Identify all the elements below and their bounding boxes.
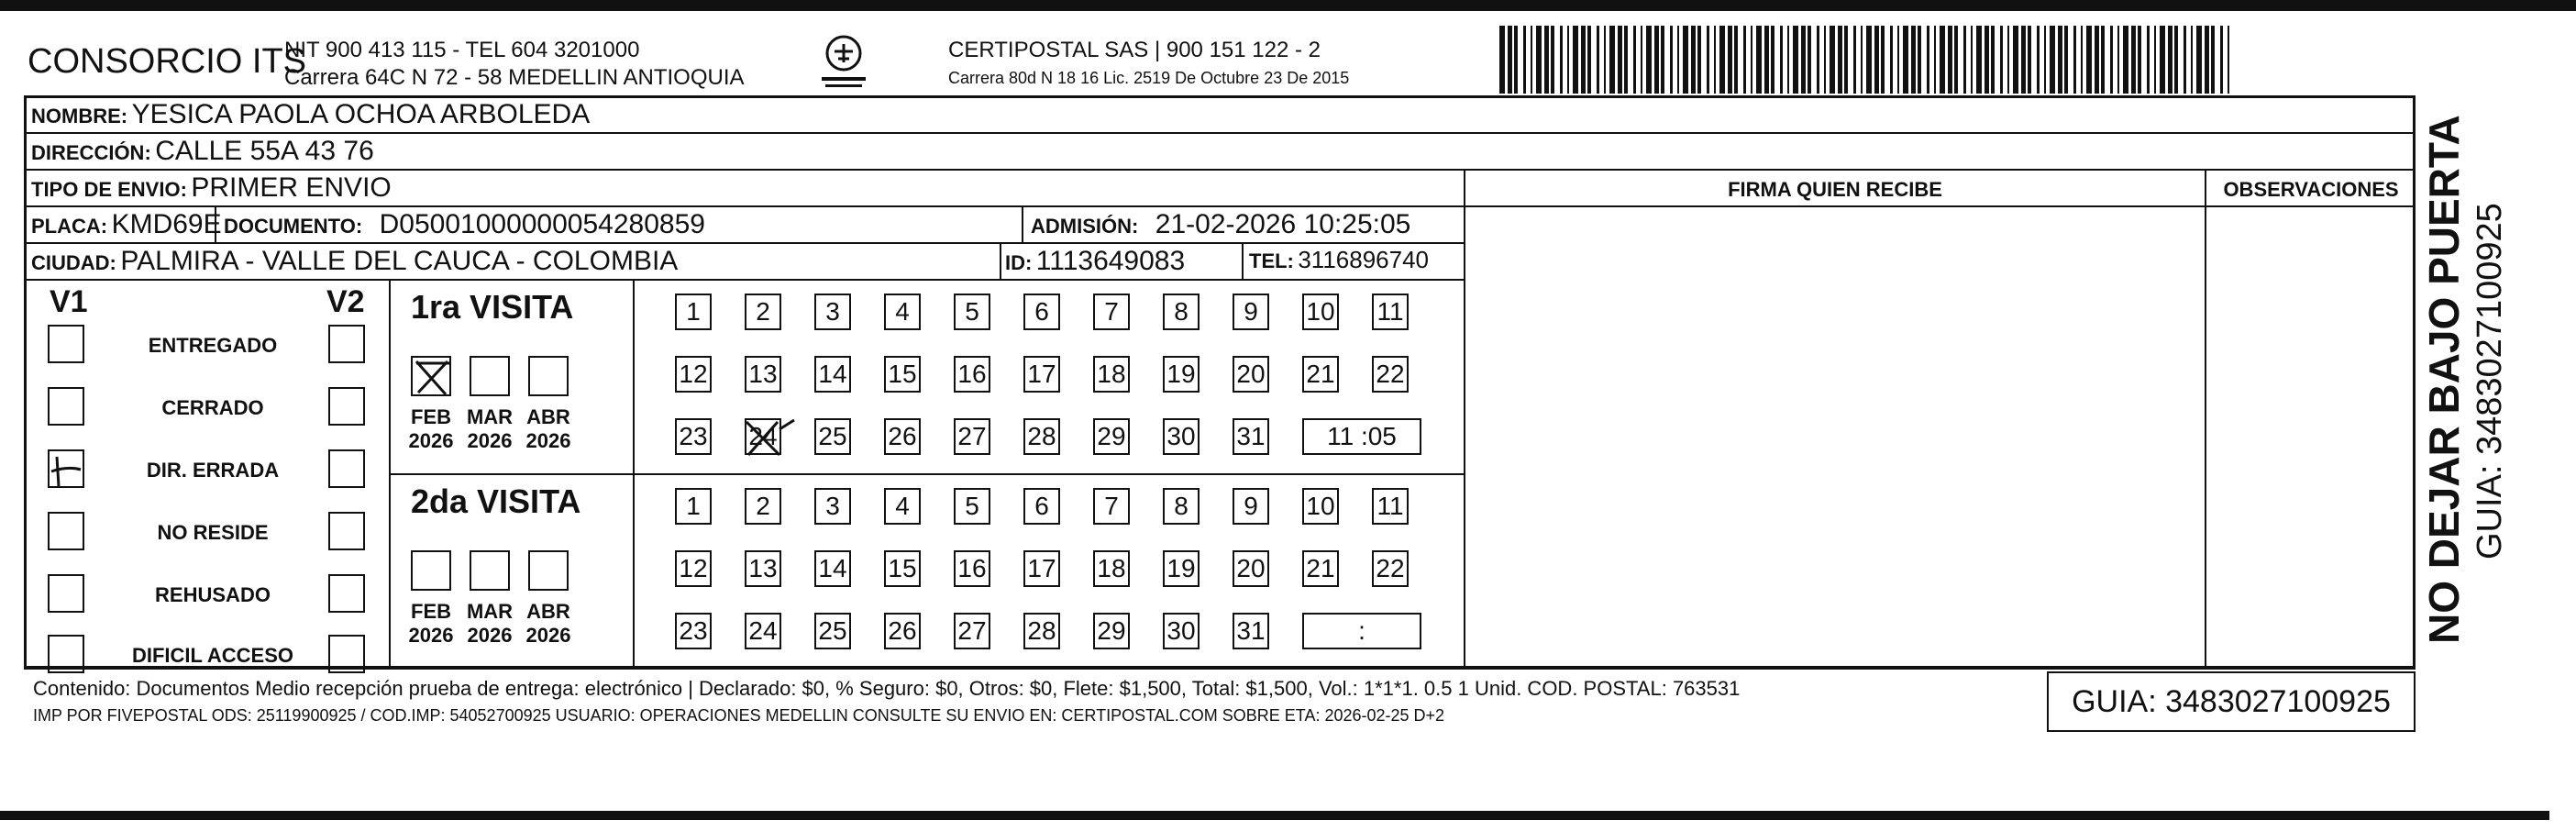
placa-label: PLACA: [31, 215, 108, 238]
barcode-bar [2028, 26, 2031, 94]
nombre-row [31, 99, 590, 130]
day-box[interactable]: 10 [1302, 488, 1339, 525]
barcode-bar [1771, 26, 1774, 94]
ciudad-cell [31, 246, 678, 277]
placa-value: KMD69E [111, 209, 222, 239]
visit-title: 2da VISITA [411, 482, 581, 520]
day-box[interactable]: 8 [1163, 294, 1200, 330]
barcode-bar [1618, 26, 1622, 94]
v1-header: V1 [50, 284, 88, 319]
nombre-value: YESICA PAOLA OCHOA ARBOLEDA [131, 99, 591, 129]
tipo-envio-label: TIPO DE ENVIO: [31, 178, 187, 201]
barcode-bar [1624, 26, 1628, 94]
month-checkbox[interactable] [470, 550, 510, 591]
barcode-bar [2160, 26, 2165, 94]
ciudad-value: PALMIRA - VALLE DEL CAUCA - COLOMBIA [120, 246, 679, 276]
barcode-bar [1787, 26, 1789, 94]
nombre-label: NOMBRE: [31, 105, 128, 127]
barcode-bar [1824, 26, 1826, 94]
firma-header: FIRMA QUIEN RECIBE [1728, 178, 1942, 201]
v2-checkbox[interactable] [328, 512, 365, 550]
day-box[interactable]: 12 [675, 550, 712, 587]
barcode-bar [2073, 26, 2076, 94]
barcode-bar [1830, 26, 1835, 94]
barcode-bar [2154, 26, 2156, 94]
barcode-bar [1719, 26, 1725, 94]
day-box[interactable]: 26 [884, 613, 921, 649]
placa-cell [31, 209, 222, 240]
day-box[interactable]: 7 [1093, 294, 1130, 330]
month-checkbox[interactable] [411, 356, 451, 396]
barcode-bar [1756, 26, 1762, 94]
day-box[interactable]: 22 [1372, 550, 1409, 587]
barcode-bar [1734, 26, 1738, 94]
barcode-bar [1707, 26, 1709, 94]
admision-value: 21-02-2026 10:25:05 [1155, 209, 1411, 239]
day-box[interactable]: 11 [1372, 488, 1409, 525]
v2-checkbox[interactable] [328, 574, 365, 613]
barcode-bar [1654, 26, 1659, 94]
ciudad-label: CIUDAD: [31, 251, 116, 274]
day-box[interactable]: 20 [1233, 356, 1269, 393]
barcode-bar [2064, 26, 2068, 94]
barcode-bar [1881, 26, 1885, 94]
barcode-bar [1536, 26, 1542, 94]
barcode-bar [2117, 26, 2119, 94]
day-box[interactable]: 14 [814, 356, 851, 393]
barcode-bar [1551, 26, 1554, 94]
v2-header: V2 [326, 284, 365, 319]
bottom-border [0, 811, 2549, 820]
tel-label: TEL: [1249, 249, 1294, 272]
day-box[interactable]: 5 [954, 294, 990, 330]
barcode-bar [2191, 26, 2193, 94]
tipo-envio-row [31, 172, 392, 204]
day-box[interactable]: 18 [1093, 356, 1130, 393]
company-name: CONSORCIO ITS [28, 42, 307, 81]
barcode-bar [1714, 26, 1716, 94]
month-checkbox[interactable] [470, 356, 510, 396]
month-label: FEB 2026 [408, 405, 454, 452]
id-value: 1113649083 [1035, 246, 1186, 276]
observaciones-header: OBSERVACIONES [2223, 178, 2399, 201]
barcode-bar [1573, 26, 1578, 94]
barcode-bar [1751, 26, 1752, 94]
tel-cell [1249, 246, 1429, 274]
carrier-name: CERTIPOSTAL SAS | 900 151 122 - 2 [948, 38, 1321, 62]
day-box[interactable]: 7 [1093, 488, 1130, 525]
day-box[interactable]: 1 [675, 294, 712, 330]
barcode-bar [1861, 26, 1863, 94]
barcode-bar [1728, 26, 1732, 94]
barcode-bar [1976, 26, 1982, 94]
barcode-bar [2211, 26, 2215, 94]
time-box[interactable]: 11 :05 [1302, 418, 1421, 455]
barcode-bar [1567, 26, 1569, 94]
barcode-bar [1683, 26, 1688, 94]
day-box[interactable]: 13 [745, 550, 781, 587]
day-box[interactable]: 10 [1302, 294, 1339, 330]
barcode-bar [2050, 26, 2055, 94]
day-box[interactable]: 16 [954, 550, 990, 587]
barcode-bar [2021, 26, 2026, 94]
month-label: MAR 2026 [466, 600, 514, 647]
day-box[interactable]: 12 [675, 356, 712, 393]
barcode-bar [2000, 26, 2003, 94]
barcode-bar [2205, 26, 2209, 94]
day-box[interactable]: 23 [675, 613, 712, 649]
day-box[interactable]: 13 [745, 356, 781, 393]
barcode-bar [2013, 26, 2018, 94]
barcode-bar [1874, 26, 1879, 94]
barcode-bar [2131, 26, 2136, 94]
visit-title: 1ra VISITA [411, 288, 574, 326]
status-label: ENTREGADO [148, 334, 278, 357]
day-box[interactable]: 3 [814, 294, 851, 330]
barcode-bar [1780, 26, 1783, 94]
barcode-bar [1670, 26, 1673, 94]
barcode-bar [1508, 26, 1512, 94]
day-box[interactable]: 20 [1233, 550, 1269, 587]
company-info [284, 37, 745, 92]
barcode-bar [1940, 26, 1945, 94]
day-box[interactable]: 28 [1023, 418, 1060, 455]
barcode-bar [2037, 26, 2040, 94]
barcode-bar [1897, 26, 1899, 94]
day-box[interactable]: 29 [1093, 613, 1130, 649]
v2-checkbox[interactable] [328, 387, 365, 426]
barcode-bar [2228, 26, 2229, 94]
id-cell [1005, 246, 1185, 277]
day-box[interactable]: 30 [1163, 418, 1200, 455]
barcode-bar [1587, 26, 1591, 94]
day-box[interactable]: 17 [1023, 550, 1060, 587]
content-description: Contenido: Documentos Medio recepción prueba de entrega: electrónico | Declarado: $0, % Seguro: $0, Otros: $0, Flete: $1,500, Total: $1,500, Vol.: 1*1*1. 0.5 1 Unid. COD. POSTAL: 763531 [33, 677, 1741, 700]
barcode-bar [1927, 26, 1929, 94]
barcode-bar [2086, 26, 2092, 94]
barcode-bar [1646, 26, 1652, 94]
day-box[interactable]: 2 [745, 488, 781, 525]
day-box[interactable]: 4 [884, 488, 921, 525]
day-box[interactable]: 19 [1163, 550, 1200, 587]
day-box[interactable]: 21 [1302, 550, 1339, 587]
barcode-bar [2007, 26, 2009, 94]
barcode-bar [1911, 26, 1916, 94]
barcode-bar [2101, 26, 2105, 94]
barcode-bar [1514, 26, 1518, 94]
no-dejar-bajo-puerta: NO DEJAR BAJO PUERTA [2420, 115, 2468, 644]
barcode-bar [1544, 26, 1549, 94]
barcode-bar [1691, 26, 1696, 94]
v1-checkbox[interactable] [48, 574, 84, 613]
barcode-bar [1801, 26, 1806, 94]
month-label: MAR 2026 [466, 405, 514, 452]
barcode-bar [1661, 26, 1664, 94]
barcode-bar [2110, 26, 2113, 94]
status-label: DIFICIL ACCESO [131, 644, 293, 667]
barcode-bar [1609, 26, 1615, 94]
id-label: ID: [1005, 251, 1033, 274]
barcode-bar [1991, 26, 1995, 94]
month-checkbox[interactable] [411, 550, 451, 591]
barcode-bar [2196, 26, 2202, 94]
day-box[interactable]: 11 [1372, 294, 1409, 330]
day-box[interactable]: 5 [954, 488, 990, 525]
v1-checkbox[interactable] [48, 449, 84, 488]
status-label: DIR. ERRADA [146, 459, 280, 482]
day-box[interactable]: 17 [1023, 356, 1060, 393]
day-box[interactable]: 27 [954, 613, 990, 649]
barcode-bar [2138, 26, 2141, 94]
barcode-bar [1793, 26, 1798, 94]
carrier-info [948, 37, 1349, 92]
status-label: NO RESIDE [157, 521, 269, 544]
day-box[interactable]: 21 [1302, 356, 1339, 393]
tel-value: 3116896740 [1298, 246, 1430, 273]
barcode-bar [1597, 26, 1599, 94]
direccion-value: CALLE 55A 43 76 [155, 136, 374, 166]
barcode-bar [1697, 26, 1701, 94]
v1-checkbox[interactable] [48, 512, 84, 550]
day-box[interactable]: 6 [1023, 294, 1060, 330]
barcode-bar [1838, 26, 1842, 94]
barcode-bar [1918, 26, 1921, 94]
barcode-bar [1764, 26, 1769, 94]
day-box[interactable]: 16 [954, 356, 990, 393]
day-box[interactable]: 28 [1023, 613, 1060, 649]
status-label: REHUSADO [155, 583, 271, 606]
v1-checkbox[interactable] [48, 325, 84, 363]
carrier-license: Carrera 80d N 18 16 Lic. 2519 De Octubre 23 De 2015 [948, 69, 1350, 87]
guia-number: GUIA: 3483027100925 [2047, 671, 2416, 732]
barcode-bar [1581, 26, 1586, 94]
barcode-bar [2168, 26, 2172, 94]
month-label: FEB 2026 [408, 600, 454, 647]
month-checkbox[interactable] [528, 356, 569, 396]
day-box[interactable]: 27 [954, 418, 990, 455]
x-mark-icon [745, 418, 796, 459]
month-label: ABR 2026 [525, 600, 571, 647]
day-box[interactable]: 9 [1233, 488, 1269, 525]
documento-cell [224, 209, 705, 240]
barcode-bar [2058, 26, 2062, 94]
barcode-bar [1985, 26, 1989, 94]
v2-checkbox[interactable] [328, 325, 365, 363]
day-box[interactable]: 31 [1233, 613, 1269, 649]
month-checkbox[interactable] [528, 550, 569, 591]
v1-checkbox[interactable] [48, 635, 84, 673]
company-address: Carrera 64C N 72 - 58 MEDELLIN ANTIOQUIA [284, 65, 745, 90]
barcode-bar [1844, 26, 1848, 94]
day-box[interactable]: 4 [884, 294, 921, 330]
barcode-bar [2147, 26, 2150, 94]
x-mark-icon [413, 358, 453, 398]
barcode-bar [1677, 26, 1679, 94]
v2-checkbox[interactable] [328, 635, 365, 673]
day-box[interactable]: 23 [675, 418, 712, 455]
day-box[interactable]: 26 [884, 418, 921, 455]
tipo-envio-value: PRIMER ENVIO [191, 172, 392, 203]
day-box[interactable]: 15 [884, 550, 921, 587]
day-box[interactable]: 19 [1163, 356, 1200, 393]
barcode-bar [1934, 26, 1936, 94]
barcode-bar [2174, 26, 2178, 94]
day-box[interactable]: 14 [814, 550, 851, 587]
barcode-bar [1971, 26, 1973, 94]
day-box[interactable]: 6 [1023, 488, 1060, 525]
barcode-bar [1531, 26, 1532, 94]
barcode-bar [1853, 26, 1856, 94]
barcode-bar [1890, 26, 1893, 94]
barcode-bar [1523, 26, 1526, 94]
company-nit: NIT 900 413 115 - TEL 604 3201000 [284, 38, 640, 62]
barcode-bar [1808, 26, 1811, 94]
side-guia-number: GUIA: 3483027100925 [2471, 203, 2509, 560]
barcode-bar [2081, 26, 2083, 94]
barcode-bar [1560, 26, 1563, 94]
barcode-bar [2123, 26, 2128, 94]
direccion-row [31, 136, 374, 167]
barcode-bar [2220, 26, 2223, 94]
barcode-bar [2095, 26, 2099, 94]
top-border [0, 0, 2576, 11]
barcode-bar [2044, 26, 2046, 94]
day-box[interactable]: 25 [814, 418, 851, 455]
day-box[interactable]: 24 [745, 418, 781, 455]
barcode-bar [1866, 26, 1872, 94]
day-box[interactable]: 24 [745, 613, 781, 649]
day-box[interactable]: 9 [1233, 294, 1269, 330]
day-box[interactable]: 18 [1093, 550, 1130, 587]
barcode-bar [1817, 26, 1819, 94]
documento-label: DOCUMENTO: [224, 215, 363, 238]
barcode-bar [1604, 26, 1606, 94]
day-box[interactable]: 31 [1233, 418, 1269, 455]
barcode-bar [1743, 26, 1746, 94]
month-label: ABR 2026 [525, 405, 571, 452]
day-box[interactable]: 22 [1372, 356, 1409, 393]
barcode-bar [2184, 26, 2186, 94]
day-box[interactable]: 1 [675, 488, 712, 525]
direccion-label: DIRECCIÓN: [31, 141, 151, 164]
barcode-bar [1948, 26, 1952, 94]
documento-value: D05001000000054280859 [379, 209, 705, 239]
day-box[interactable]: 8 [1163, 488, 1200, 525]
time-box[interactable]: : [1302, 613, 1421, 649]
v1-checkbox[interactable] [48, 387, 84, 426]
tracking-barcode [1499, 26, 2233, 94]
admision-cell [1031, 209, 1410, 240]
status-label: CERRADO [161, 396, 264, 419]
day-box[interactable]: 25 [814, 613, 851, 649]
barcode-bar [1641, 26, 1642, 94]
barcode-bar [1963, 26, 1966, 94]
day-box[interactable]: 30 [1163, 613, 1200, 649]
barcode-bar [1633, 26, 1636, 94]
v2-checkbox[interactable] [328, 449, 365, 488]
day-box[interactable]: 15 [884, 356, 921, 393]
day-box[interactable]: 3 [814, 488, 851, 525]
check-mark-icon [50, 451, 86, 490]
print-info: IMP POR FIVEPOSTAL ODS: 25119900925 / COD.IMP: 54052700925 USUARIO: OPERACIONES MEDELLIN CONSULTE SU ENVIO EN: CERTIPOSTAL.COM SOBRE ETA: 2026-02-25 D+2 [33, 706, 1445, 725]
day-box[interactable]: 2 [745, 294, 781, 330]
admision-label: ADMISIÓN: [1031, 215, 1139, 238]
barcode-bar [1954, 26, 1958, 94]
certipostal-logo-icon [816, 33, 871, 94]
barcode-bar [1499, 26, 1505, 94]
day-box[interactable]: 29 [1093, 418, 1130, 455]
barcode-bar [1903, 26, 1908, 94]
